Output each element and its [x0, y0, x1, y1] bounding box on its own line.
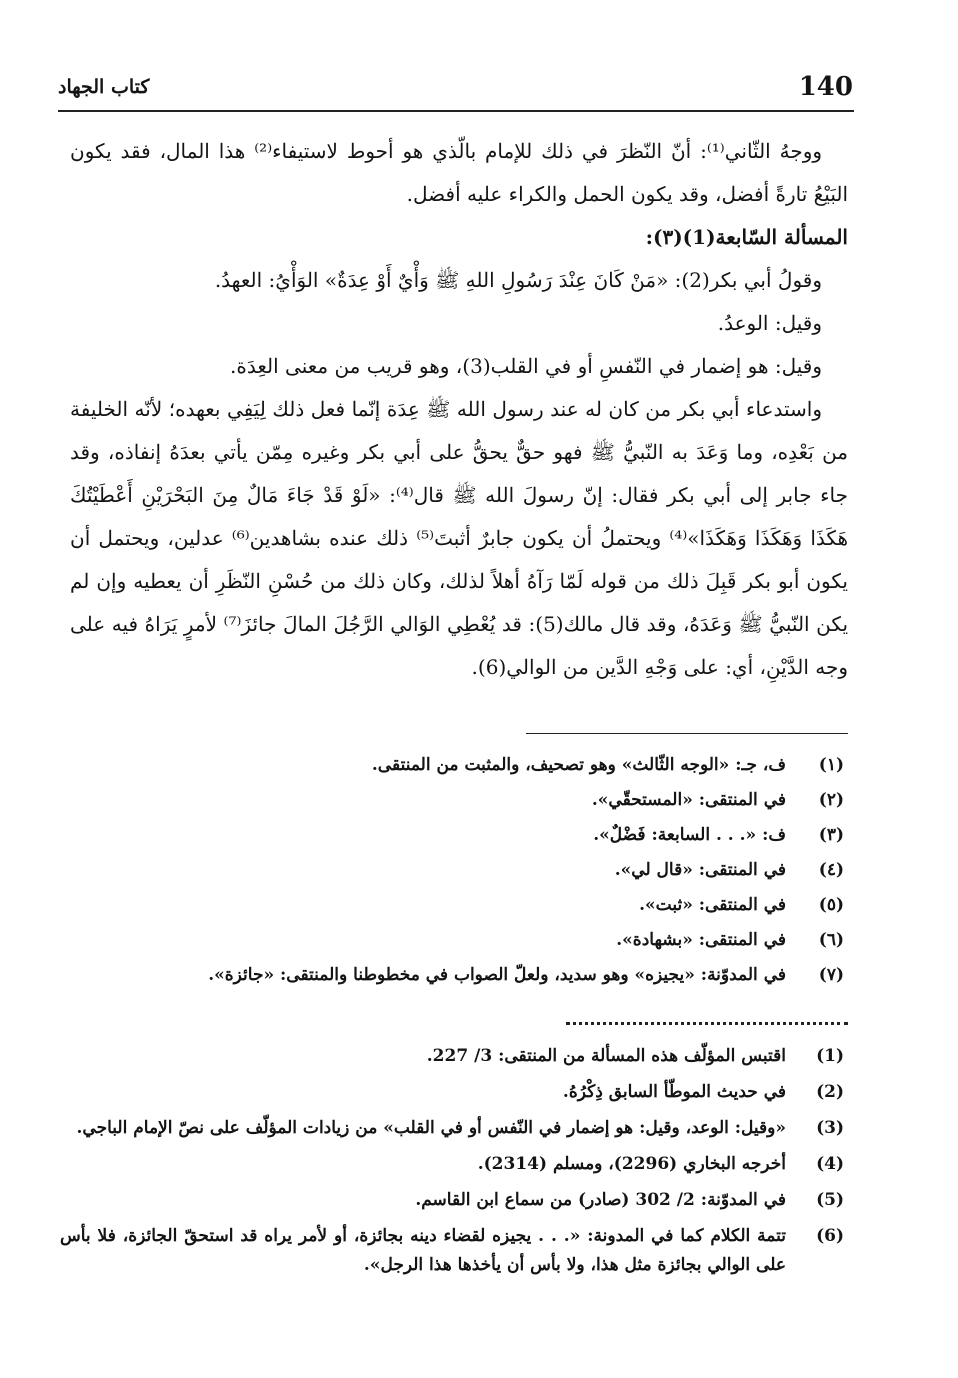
footnote-number: (٢) [818, 790, 844, 810]
footnote-number: (٦) [818, 930, 844, 950]
editor-footnotes [60, 1038, 850, 1280]
footnote-text: في المنتقى: «قال لي». [614, 860, 786, 880]
footnote-number: (2) [816, 1082, 844, 1102]
footnote-text: ف: «. . . السابعة: فَضْلٌ». [593, 825, 786, 845]
footnote-number: (6) [816, 1226, 844, 1246]
book-title: كتاب الجهاد [58, 76, 150, 98]
footnote-number: (١) [818, 755, 844, 775]
footnote-text: في المدوّنة: «يجيزه» وهو سديد، ولعلّ الصواب في مخطوطنا والمنتقى: «جائزة». [208, 965, 786, 985]
section-heading: المسألة السّابعة(1)(٣): [645, 225, 848, 249]
footnote-text: في حديث الموطّأ السابق ذِكْرُهُ. [562, 1082, 786, 1102]
footnote-item [60, 1182, 850, 1218]
footnote-item [60, 1038, 850, 1074]
footnote-item [60, 1110, 850, 1146]
footnote-item [60, 958, 850, 993]
manuscript-footnotes [60, 748, 850, 993]
footnote-text: ف، جـ: «الوجه الثّالث» وهو تصحيف، والمثبت من المنتقى. [371, 755, 786, 775]
footnote-text: في المنتقى: «بشهادة». [616, 930, 786, 950]
footnote-item [60, 853, 850, 888]
footnote-text: تتمة الكلام كما في المدونة: «. . . يجيزه لقضاء دينه بجائزة، أو لأمر يراه قد استحقّ الجائزة، فلا بأس على الوالي بجائزة مثل هذا، ولا بأس أن يأخذها هذا الرجل». [60, 1226, 786, 1275]
footnote-text: في المدوّنة: 2/ 302 (صادر) من سماع ابن القاسم. [415, 1190, 786, 1210]
footnote-item [60, 1218, 850, 1280]
footnote-text: في المنتقى: «المستحقّي». [591, 790, 786, 810]
footnote-number: (5) [816, 1190, 844, 1210]
footnote-item [60, 818, 850, 853]
footnote-item [60, 783, 850, 818]
footnote-item [60, 923, 850, 958]
footnote-number: (٥) [818, 895, 844, 915]
footnote-number: (٧) [818, 965, 844, 985]
footnote-text: في المنتقى: «ثبت». [639, 895, 786, 915]
paragraph-abu-bakr-quote: وقولُ أبي بكر(2): «مَنْ كَانَ عِنْدَ رَسُولِ اللهِ ﷺ وَأْيٌ أَوْ عِدَةٌ» الوَأْيُ: العهدُ. [214, 268, 822, 292]
dotted-separator [566, 1022, 848, 1025]
running-header-rule [58, 70, 854, 112]
footnote-separator [526, 733, 848, 734]
main-text [70, 130, 848, 689]
footnote-number: (4) [816, 1154, 844, 1174]
footnote-text: «وقيل: الوعد، وقيل: هو إضمار في النّفس أو في القلب» من زيادات المؤلّف على نصّ الإمام الباجي. [76, 1118, 786, 1138]
footnote-number: (٤) [818, 860, 844, 880]
footnote-number: (1) [816, 1046, 844, 1066]
footnote-item [60, 748, 850, 783]
footnote-item [60, 888, 850, 923]
paragraph-second-aspect: ووجهُ الثّاني⁽¹⁾: أنّ النّظرَ في ذلك للإمام بالّذي هو أحوط لاستيفاء⁽²⁾ هذا المال، فقد يكون البَيْعُ تارةً أفضل، وقد يكون الحمل والكراء عليه أفضل. [70, 139, 848, 206]
footnote-item [60, 1146, 850, 1182]
paragraph-heart: وقيل: هو إضمار في النّفسِ أو في القلب(3)، وهو قريب من معنى العِدَة. [230, 354, 822, 378]
paragraph-promise: وقيل: الوعدُ. [717, 311, 822, 335]
footnote-text: اقتبس المؤلّف هذه المسألة من المنتقى: 3/ 227. [426, 1046, 786, 1066]
footnote-item [60, 1074, 850, 1110]
footnote-text: أخرجه البخاري (2296)، ومسلم (2314). [477, 1154, 786, 1174]
footnote-number: (٣) [818, 825, 844, 845]
paragraph-main-commentary: واستدعاء أبي بكر من كان له عند رسول الله ﷺ عِدَة إنّما فعل ذلك لِيَفِي بعهده؛ لأنّه الخليفة من بَعْدِه، وما وَعَدَ به النّبيُّ ﷺ فهو حقٌّ يحقُّ على أبي بكر وغيره مِمّن يأتي بعدَهُ إنفاذه، وقد جاء جابر إلى أبي بكر فقال: إنّ رسولَ الله ﷺ قال⁽⁴⁾: «لَوْ قَدْ جَاءَ مَالٌ مِنَ البَحْرَيْنِ أَعْطَيْتُكَ هَكَذَا وَهَكَذَا وَهَكَذَا»⁽⁴⁾ ويحتملُ أن يكون جابرٌ أثبتَ⁽⁵⁾ ذلك عنده بشاهدين⁽⁶⁾ عدلين، ويحتمل أن يكون أبو بكر قَبِلَ ذلك من قوله لَمّا رَآهُ أهلاً لذلك، وكان ذلك من حُسْنِ النّظَرِ أن يعطيه وإن لم يكن النّبيُّ ﷺ وَعَدَهُ، وقد قال مالك(5): قد يُعْطِي الوَالي الرَّجُلَ المالَ جائزَ⁽⁷⁾ لأمرٍ يَرَاهُ فيه على وجه الدَّيْنِ، أي: على وَجْهِ الدَّين من الوالي(6). [70, 397, 849, 679]
page-number: 140 [798, 72, 853, 102]
footnote-number: (3) [816, 1118, 844, 1138]
